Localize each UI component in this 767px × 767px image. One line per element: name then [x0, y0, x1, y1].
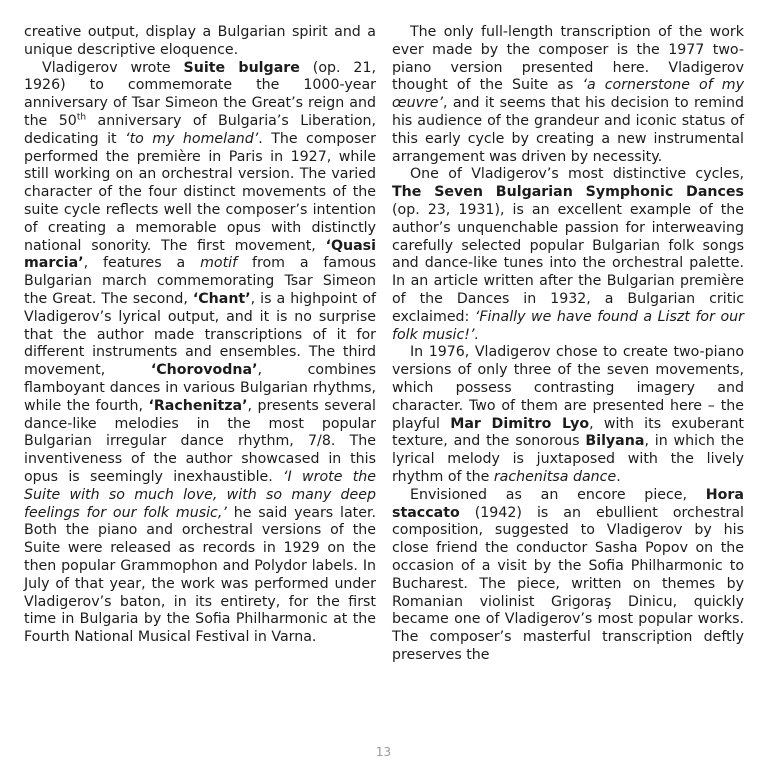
text-run: , features a	[83, 255, 201, 272]
composer-quote: ‘I wrote the Suite with so much love, with so many deep feelings for our folk music,’	[24, 468, 376, 521]
text-run: One of Vladigerov’s most distinctive cycles,	[410, 166, 744, 183]
work-title: Suite bulgare	[183, 59, 300, 76]
text-run: Envisioned as an encore piece,	[410, 486, 706, 503]
movement-title: ‘Rachenitza’	[148, 397, 248, 414]
left-column	[24, 24, 376, 734]
text-run: anniversary of Bulgaria’s Liberation, dedicating it	[24, 112, 376, 147]
emphasis: motif	[200, 255, 238, 272]
text-run: creative output, display a Bulgarian spirit and a unique descriptive eloquence.	[24, 24, 376, 58]
movement-title: ‘Chorovodna’	[150, 362, 258, 379]
paragraph	[392, 487, 744, 665]
critic-quote: ‘Finally we have found a Liszt for our folk music!’.	[392, 308, 744, 343]
movement-title: ‘Quasi marcia’	[24, 237, 376, 272]
work-title: Hora staccato	[392, 486, 744, 521]
text-run: , combines flamboyant dances in various Bulgarian rhythms, while the fourth,	[24, 362, 376, 414]
ordinal-suffix: th	[76, 112, 87, 123]
right-column	[392, 24, 744, 734]
text-run: , in which the lyrical melody is juxtaposed with the lively rhythm of the	[392, 433, 744, 485]
text-run: , and it seems that his decision to remind his audience of the grandeur and iconic status of this early cycle by creating a new instrumental arrangement was driven by necessity.	[392, 95, 744, 165]
text-run: , with its exuberant texture, and the sonorous	[392, 415, 744, 450]
article-body	[24, 24, 744, 734]
work-title: The Seven Bulgarian Symphonic Dances	[392, 184, 744, 201]
page-number: 13	[375, 745, 392, 759]
text-run: , presents several dance-like melodies in the most popular Bulgarian irregular dance rhythm, 7/8. The inventiveness of the author showcased in this opus is seemingly inexhaustible.	[24, 397, 376, 485]
text-run: .	[616, 468, 621, 485]
text-run: from a famous Bulgarian march commemorating Tsar Simeon the Great. The second,	[24, 255, 376, 307]
work-title: Mar Dimitro Lyo	[450, 415, 590, 432]
text-run: , is a highpoint of Vladigerov’s lyrical output, and it is no surprise that the author made transcriptions of it for different instruments and ensembles. The third movement,	[24, 290, 376, 379]
paragraph	[392, 166, 744, 344]
text-run: (op. 23, 1931), is an excellent example of the author’s unquenchable passion for interweaving carefully selected popular Bulgarian folk songs and dance-like tunes into the orchestral palette. In an article written after the Bulgarian première of the Dances in 1932, a Bulgarian critic exclaimed:	[392, 201, 744, 325]
text-run: (op. 21, 1926) to commemorate the 1000-year anniversary of Tsar Simeon the Great’s reign and the 50	[24, 59, 376, 129]
text-run: he said years later. Both the piano and orchestral versions of the Suite were released as records in 1929 on the then popular Grammophon and Polydor labels. In July of that year, the work was performed under Vladigerov’s baton, in its entirety, for the first time in Bulgaria by the Sofia Philharmonic at the Fourth National Musical Festival in Varna.	[24, 504, 376, 646]
text-run: In 1976, Vladigerov chose to create two-piano versions of only three of the seven movements, which possess contrasting imagery and character. Two of them are presented here – the playful	[392, 344, 744, 432]
paragraph	[392, 344, 744, 486]
text-run: . The composer performed the première in Paris in 1927, while still working on an orchestral version. The varied character of the four distinct movements of the suite cycle reflects well the composer’s intention of creating a memorable opus with distinctly national sonority. The first movement,	[24, 130, 376, 254]
text-run: (1942) is an ebullient orchestral composition, suggested to Vladigerov by his close friend the conductor Sasha Popov on the occasion of a visit by the Sofia Philharmonic to Bucharest. The piece, written on themes by Romanian violinist Grigoraş Dinicu, quickly became one of Vladigerov’s most popular works. The composer’s masterful transcription deftly preserves the	[392, 504, 744, 663]
composer-quote: ‘a cornerstone of my œuvre’	[392, 77, 744, 112]
work-title: Bilyana	[585, 433, 645, 450]
movement-title: ‘Chant’	[192, 290, 251, 307]
dedication-quote: ‘to my homeland’	[125, 130, 259, 147]
paragraph	[24, 60, 376, 647]
paragraph	[392, 24, 744, 166]
emphasis: rachenitsa dance	[493, 468, 617, 485]
paragraph	[24, 24, 376, 60]
text-run: The only full-length transcription of the work ever made by the composer is the 1977 two-piano version presented here. Vladigerov thought of the Suite as	[392, 24, 744, 94]
text-run: Vladigerov wrote	[42, 59, 184, 76]
